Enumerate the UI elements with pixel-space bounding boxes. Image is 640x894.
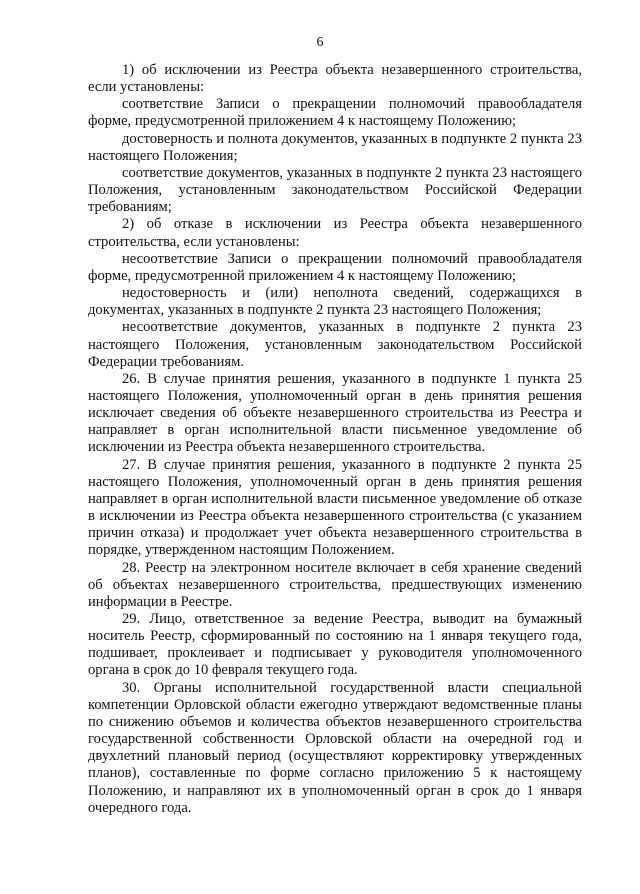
condition-documents-reliability: достоверность и полнота документов, указанных в подпункте 2 пункта 23 настоящего Положения; xyxy=(88,130,582,164)
condition-documents-compliance: соответствие документов, указанных в подпункте 2 пункта 23 настоящего Положения, установленным законодательством Российской Федерации требованиям; xyxy=(88,164,582,216)
clause-30: 30. Органы исполнительной государственной власти специальной компетенции Орловской области ежегодно утверждают ведомственные планы по снижению объемов и количества объектов незавершенного строительства государственной собственности Орловской области на очередной год и двухлетний плановый период (осуществляют корректировку утвержденных планов), составленные по форме согласно приложению 5 к настоящему Положению, и направляют их в уполномоченный орган в срок до 1 января очередного года. xyxy=(88,679,582,816)
condition-information-unreliability: недостоверность и (или) неполнота сведений, содержащихся в документах, указанных в подпункте 2 пункта 23 настоящего Положения; xyxy=(88,285,582,319)
clause-29: 29. Лицо, ответственное за ведение Реестра, выводит на бумажный носитель Реестр, сформированный по состоянию на 1 января текущего года, подшивает, проклеивает и подписывает у руководителя уполномоченного органа в срок до 10 февраля текущего года. xyxy=(88,611,582,679)
page-number: 6 xyxy=(316,35,324,50)
subitem-1-exclusion: 1) об исключении из Реестра объекта незавершенного строительства, если установлены: xyxy=(88,62,582,96)
document-body xyxy=(88,62,582,817)
clause-28: 28. Реестр на электронном носителе включает в себя хранение сведений об объектах незавершенного строительства, предшествующих изменению информации в Реестре. xyxy=(88,559,582,610)
clause-27: 27. В случае принятия решения, указанного в подпункте 2 пункта 25 настоящего Положения, уполномоченный орган в день принятия решения направляет в орган исполнительной власти письменное уведомление об отказе в исключении из Реестра объекта незавершенного строительства (с указанием причин отказа) и продолжает учет объекта незавершенного строительства в порядке, утвержденном настоящим Положением. xyxy=(88,456,582,559)
subitem-2-refusal: 2) об отказе в исключении из Реестра объекта незавершенного строительства, если установлены: xyxy=(88,216,582,250)
condition-documents-noncompliance: несоответствие документов, указанных в подпункте 2 пункта 23 настоящего Положения, установленным законодательством Российской Федерации требованиям. xyxy=(88,319,582,370)
clause-26: 26. В случае принятия решения, указанного в подпункте 1 пункта 25 настоящего Положения, уполномоченный орган в день принятия решения исключает сведения об объекте незавершенного строительства из Реестра и направляет в орган исполнительной власти письменное уведомление об исключении из Реестра объекта незавершенного строительства. xyxy=(88,370,582,456)
condition-record-form-compliance: соответствие Записи о прекращении полномочий правообладателя форме, предусмотренной приложением 4 к настоящему Положению; xyxy=(88,96,582,130)
condition-record-form-noncompliance: несоответствие Записи о прекращении полномочий правообладателя форме, предусмотренной приложением 4 к настоящему Положению; xyxy=(88,250,582,284)
